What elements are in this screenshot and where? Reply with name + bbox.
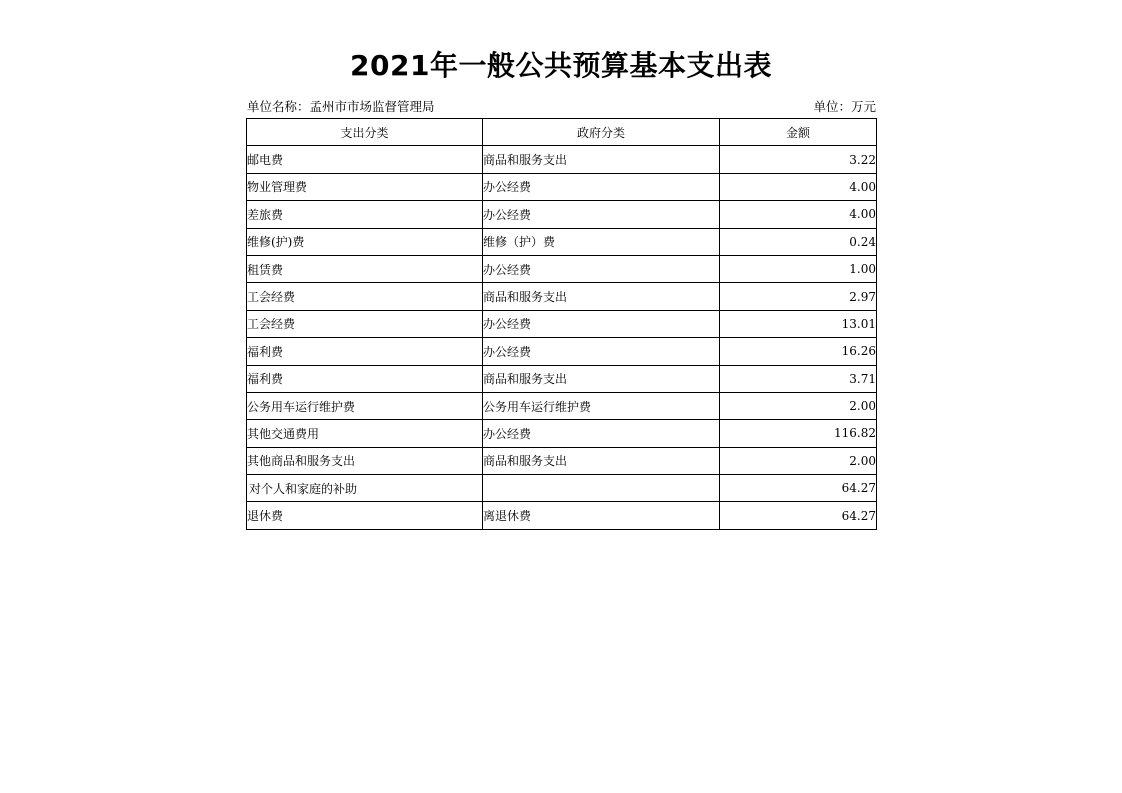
cell-amount: 1.00 <box>720 255 877 282</box>
table-header-row <box>247 119 877 146</box>
cell-amount: 4.00 <box>720 201 877 228</box>
cell-category: 邮电费 <box>247 146 483 173</box>
cell-amount: 64.27 <box>720 502 877 529</box>
cell-gov-category <box>483 475 720 502</box>
cell-amount: 2.00 <box>720 447 877 474</box>
cell-category: 租赁费 <box>247 255 483 282</box>
table-row <box>247 255 877 282</box>
table-row <box>247 447 877 474</box>
cell-gov-category: 商品和服务支出 <box>483 447 720 474</box>
table-row <box>247 228 877 255</box>
cell-category: 其他商品和服务支出 <box>247 447 483 474</box>
cell-gov-category: 维修（护）费 <box>483 228 720 255</box>
cell-gov-category: 办公经费 <box>483 310 720 337</box>
cell-gov-category: 商品和服务支出 <box>483 283 720 310</box>
cell-amount: 2.00 <box>720 392 877 419</box>
cell-category: 公务用车运行维护费 <box>247 392 483 419</box>
header-amount: 金额 <box>720 119 877 146</box>
table-row <box>247 392 877 419</box>
header-gov-category: 政府分类 <box>483 119 720 146</box>
cell-amount: 64.27 <box>720 475 877 502</box>
header-category: 支出分类 <box>247 119 483 146</box>
cell-amount: 2.97 <box>720 283 877 310</box>
cell-category: 维修(护)费 <box>247 228 483 255</box>
table-row <box>247 310 877 337</box>
cell-category: 福利费 <box>247 338 483 365</box>
cell-amount: 0.24 <box>720 228 877 255</box>
table-row <box>247 365 877 392</box>
cell-gov-category: 离退休费 <box>483 502 720 529</box>
cell-amount: 4.00 <box>720 173 877 200</box>
table-row <box>247 201 877 228</box>
cell-category: 其他交通费用 <box>247 420 483 447</box>
cell-category: 物业管理费 <box>247 173 483 200</box>
cell-gov-category: 商品和服务支出 <box>483 146 720 173</box>
page-title: 2021年一般公共预算基本支出表 <box>350 49 772 82</box>
unit-name-label: 单位名称：孟州市市场监督管理局 <box>247 99 435 114</box>
cell-category: 退休费 <box>247 502 483 529</box>
cell-category: 差旅费 <box>247 201 483 228</box>
table-row <box>247 475 877 502</box>
cell-amount: 16.26 <box>720 338 877 365</box>
table-row <box>247 420 877 447</box>
table-row <box>247 173 877 200</box>
cell-gov-category: 商品和服务支出 <box>483 365 720 392</box>
cell-category: 福利费 <box>247 365 483 392</box>
table-row <box>247 502 877 529</box>
cell-amount: 3.22 <box>720 146 877 173</box>
cell-gov-category: 办公经费 <box>483 420 720 447</box>
table-row <box>247 338 877 365</box>
cell-amount: 3.71 <box>720 365 877 392</box>
table-row <box>247 146 877 173</box>
table-row <box>247 283 877 310</box>
cell-gov-category: 办公经费 <box>483 255 720 282</box>
cell-gov-category: 公务用车运行维护费 <box>483 392 720 419</box>
cell-gov-category: 办公经费 <box>483 173 720 200</box>
cell-gov-category: 办公经费 <box>483 338 720 365</box>
cell-category: 工会经费 <box>247 283 483 310</box>
cell-amount: 13.01 <box>720 310 877 337</box>
cell-gov-category: 办公经费 <box>483 201 720 228</box>
table-body <box>247 146 877 529</box>
cell-category: 对个人和家庭的补助 <box>247 475 483 502</box>
budget-table <box>246 118 877 530</box>
cell-amount: 116.82 <box>720 420 877 447</box>
unit-label: 单位：万元 <box>813 99 876 114</box>
cell-category: 工会经费 <box>247 310 483 337</box>
